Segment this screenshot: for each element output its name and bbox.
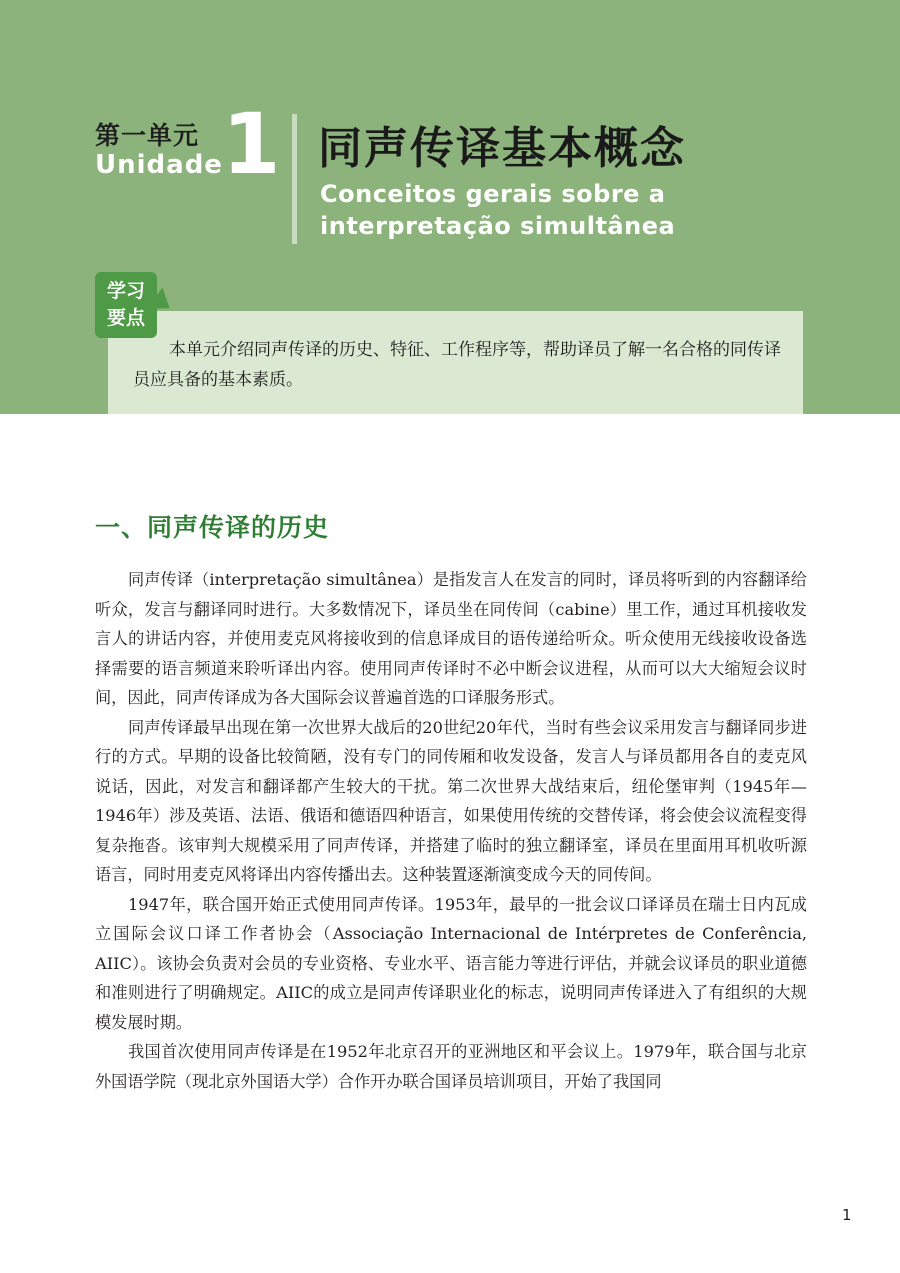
- paragraph: 1947年，联合国开始正式使用同声传译。1953年，最早的一批会议口译译员在瑞士日内瓦成立国际会议口译工作者协会（Associação Internacional de Intérpretes de Conferência, AIIC）。该协会负责对会员的专业资格、专业水平、语言能力等进行评估，并就会议译员的职业道德和准则进行了明确规定。AIIC的成立是同声传译职业化的标志，说明同声传译进入了有组织的大规模发展时期。: [95, 894, 807, 1032]
- unit-label-cn: 第一单元: [95, 121, 200, 150]
- paragraph: 我国首次使用同声传译是在1952年北京召开的亚洲地区和平会议上。1979年，联合国与北京外国语学院（现北京外国语大学）合作开办联合国译员培训项目，开始了我国同: [95, 1042, 807, 1091]
- section-heading: 一、同声传译的历史: [95, 513, 330, 542]
- page-number: 1: [842, 1206, 852, 1224]
- unit-label-pt: Unidade: [95, 150, 223, 180]
- learning-points-tag-line2: 要点: [106, 307, 145, 329]
- paragraph: 同声传译最早出现在第一次世界大战后的20世纪20年代，当时有些会议采用发言与翻译同步进行的方式。早期的设备比较简陋，没有专门的同传厢和收发设备，发言人与译员都用各自的麦克风说话，因此，对发言和翻译都产生较大的干扰。第二次世界大战结束后，纽伦堡审判（1945年—1946年）涉及英语、法语、俄语和德语四种语言，如果使用传统的交替传译，将会使会议流程变得复杂拖沓。该审判大规模采用了同声传译，并搭建了临时的独立翻译室，译员在里面用耳机收听源语言，同时用麦克风将译出内容传播出去。这种装置逐渐演变成今天的同传间。: [95, 717, 807, 884]
- title-divider: [292, 114, 297, 244]
- unit-title-cn: 同声传译基本概念: [318, 123, 686, 174]
- learning-points-text: 本单元介绍同声传译的历史、特征、工作程序等，帮助译员了解一名合格的同传译员应具备的基本素质。: [133, 340, 781, 390]
- learning-points-tag-line1: 学习: [106, 280, 145, 302]
- section-body: [95, 565, 807, 1096]
- paragraph: 同声传译（interpretação simultânea）是指发言人在发言的同时，译员将听到的内容翻译给听众，发言与翻译同时进行。大多数情况下，译员坐在同传间（cabine）里工作，通过耳机接收发言人的讲话内容，并使用麦克风将接收到的信息译成目的语传递给听众。听众使用无线接收设备选择需要的语言频道来聆听译出内容。使用同声传译时不必中断会议进程，从而可以大大缩短会议时间，因此，同声传译成为各大国际会议普遍首选的口译服务形式。: [95, 570, 807, 707]
- unit-title-pt: Conceitos gerais sobre a interpretação simultânea: [320, 180, 676, 240]
- unit-number: 1: [222, 95, 281, 193]
- learning-points-tag: [95, 272, 157, 338]
